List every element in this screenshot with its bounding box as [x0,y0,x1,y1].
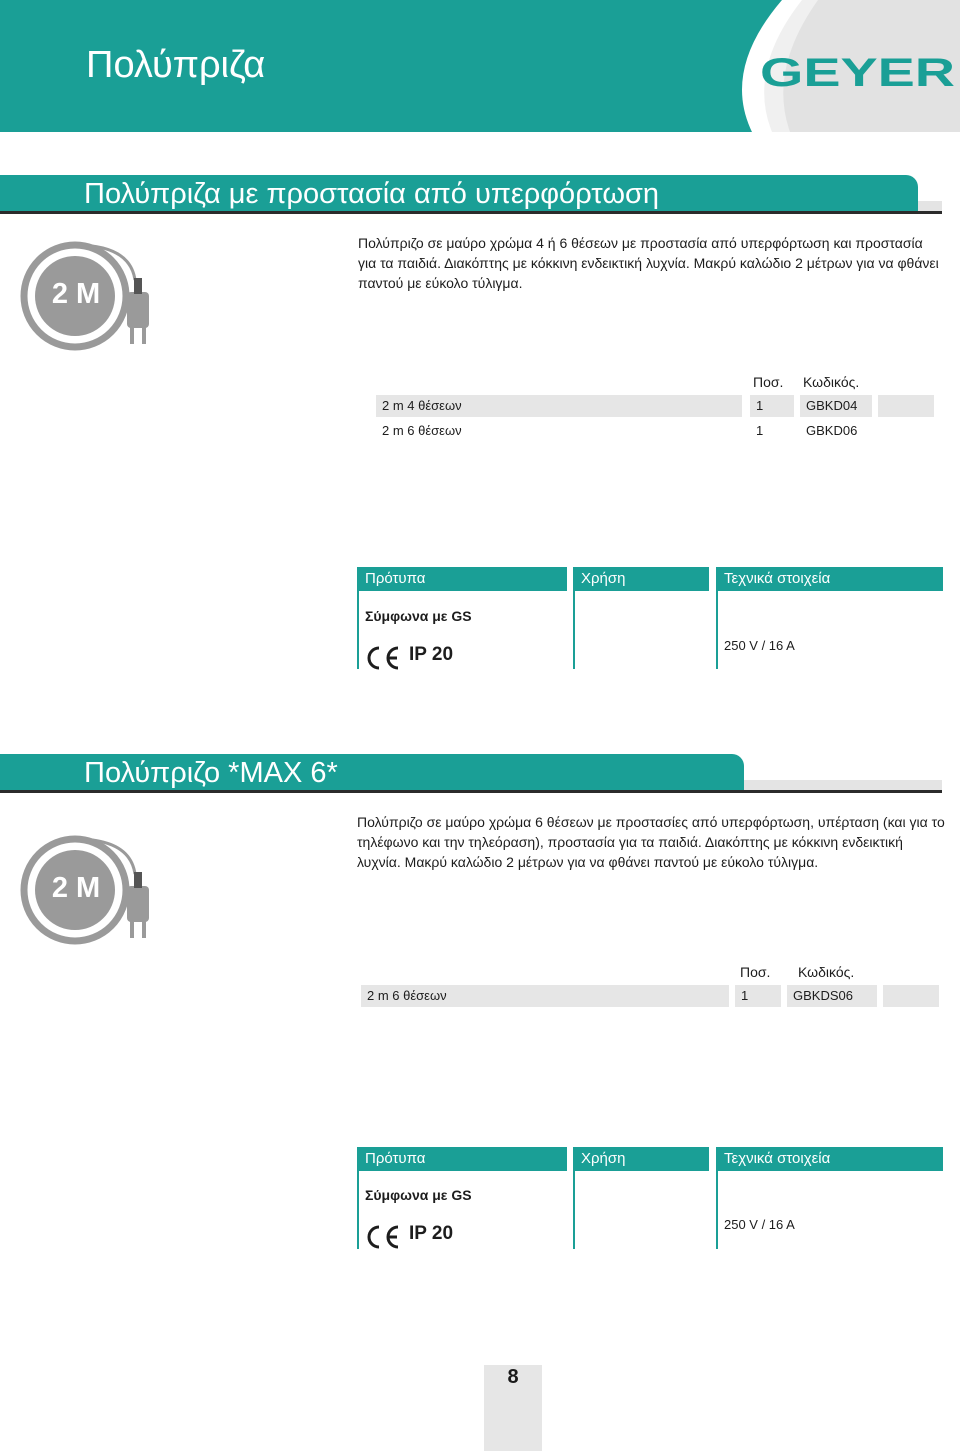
spec-divider [357,591,359,669]
technical-spec: 250 V / 16 A [724,1217,795,1232]
product-description: Πολύπριζο σε μαύρο χρώμα 4 ή 6 θέσεων με προστασία από υπερφόρτωση και προστασία για τα παιδιά. Διακόπτης με κόκκινη ενδεικτική λυχνία. Μακρύ καλώδιο 2 μέτρων για να φθάνει παντού με εύκολο τύλιγμα. [358,235,939,291]
row-desc: 2 m 6 θέσεων [382,423,462,438]
row-desc: 2 m 6 θέσεων [361,985,729,1007]
code-header: Κωδικός. [798,964,855,980]
table-row [361,985,941,1007]
row-blank [878,395,934,417]
spec-divider [573,591,575,669]
spec-divider [716,591,718,669]
row-qty: 1 [756,423,764,438]
row-desc: 2 m 4 θέσεων [376,395,742,417]
qty-header: Ποσ. [740,964,771,980]
table-row [376,395,936,417]
section-title-bar [0,175,918,213]
ce-mark-icon [364,646,402,670]
row-code: GBKDS06 [787,985,877,1007]
spec-divider [573,1171,575,1249]
section-rule [0,211,942,214]
standard-text: Σύμφωνα με GS [365,1187,472,1203]
ip-rating: IP 20 [409,644,454,665]
ip-rating: IP 20 [409,1223,454,1244]
row-blank [883,985,939,1007]
length-badge: 2 M [51,872,101,904]
technical-spec: 250 V / 16 A [724,638,795,653]
section-rule [0,790,942,793]
tab-accent [918,201,942,211]
section-title-bar [0,754,744,792]
ce-mark-icon [364,1225,402,1249]
spec-divider [357,1171,359,1249]
spec-divider [716,1171,718,1249]
page-number: 8 [507,1366,519,1388]
row-code: GBKD04 [800,395,872,417]
length-badge: 2 M [51,278,101,310]
svg-text:GEYER: GEYER [760,51,956,95]
row-qty: 1 [735,985,781,1007]
code-header: Κωδικός. [803,374,860,390]
standard-text: Σύμφωνα με GS [365,608,472,624]
section-title: Πολύπριζα με προστασία από υπερφόρτωση [84,178,659,210]
spec-header-usage: Χρήση [573,1147,709,1171]
page-title: Πολύπριζα [86,44,266,86]
table-row [376,420,936,442]
spec-header-standards: Πρότυπα [357,567,567,591]
cable-coil-plug-icon [20,834,160,946]
qty-header: Ποσ. [753,374,784,390]
section-title: Πολύπριζο *MAX 6* [84,757,338,789]
spec-header-technical: Τεχνικά στοιχεία [716,567,943,591]
product-description: Πολύπριζο σε μαύρο χρώμα 6 θέσεων με προστασίες από υπερφόρτωση, υπέρταση (και για το τηλέφωνο και την τηλεόραση), προστασία για τα παιδιά. Διακόπτης με κόκκινη ενδεικτική λυχνία. Μακρύ καλώδιο 2 μέτρων για να φθάνει παντού με εύκολο τύλιγμα. [357,814,945,870]
spec-header-usage: Χρήση [573,567,709,591]
spec-header-standards: Πρότυπα [357,1147,567,1171]
tab-accent [744,780,942,790]
row-qty: 1 [750,395,794,417]
logo [732,0,960,132]
cable-coil-plug-icon [20,240,160,352]
row-code: GBKD06 [806,423,858,438]
spec-header-technical: Τεχνικά στοιχεία [716,1147,943,1171]
